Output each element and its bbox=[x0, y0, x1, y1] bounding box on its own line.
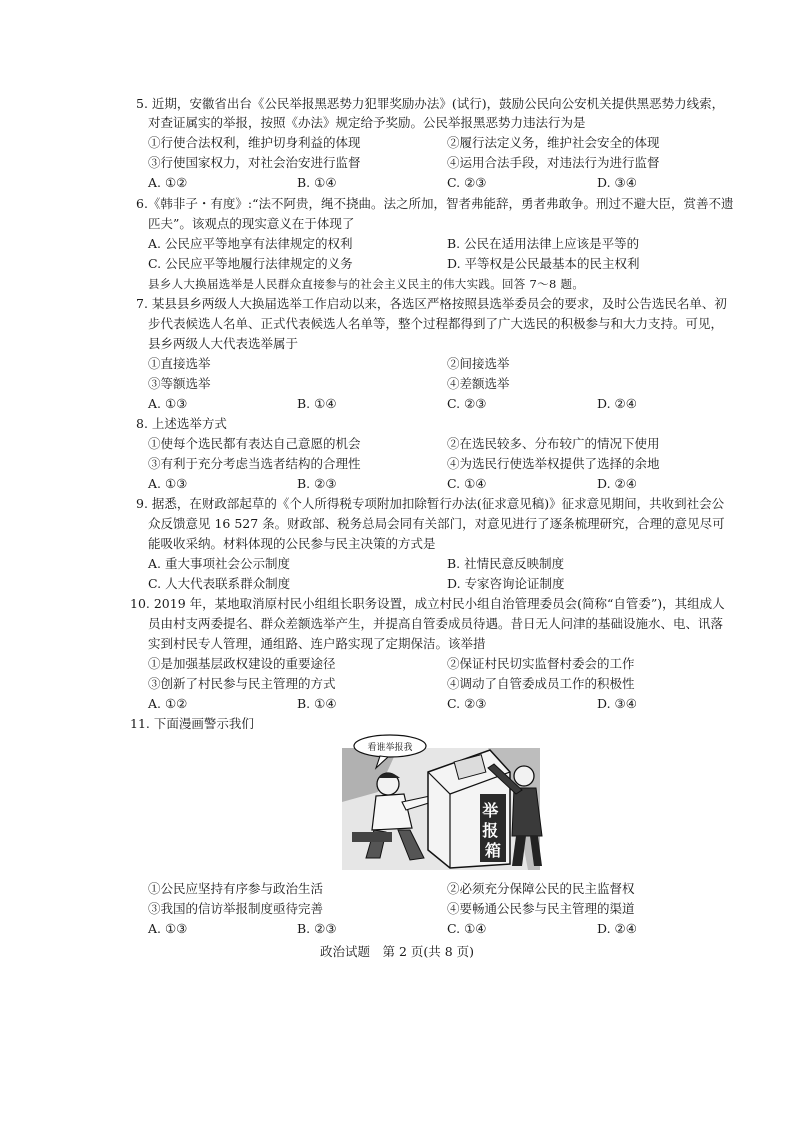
q6-stem-line2: 匹夫”。该观点的现实意义在于体现了 bbox=[148, 216, 355, 231]
q8-option-d: D. ②④ bbox=[597, 476, 637, 491]
q10-option-d: D. ③④ bbox=[597, 696, 637, 711]
q5-statement-2: ②履行法定义务，维护社会安全的体现 bbox=[447, 135, 660, 150]
q7-stem-line1: 7. 某县县乡两级人大换届选举工作启动以来，各选区严格按照县选举委员会的要求，及时公告选民名单、初 bbox=[136, 296, 727, 311]
q5-stem-line2: 对查证属实的举报，按照《办法》规定给予奖励。公民举报黑恶势力违法行为是 bbox=[148, 115, 586, 130]
q11-statement-4: ④要畅通公民参与民主管理的渠道 bbox=[447, 901, 635, 916]
q7-statement-3: ③等额选举 bbox=[148, 376, 211, 391]
q6-option-d: D. 平等权是公民最基本的民主权利 bbox=[447, 256, 640, 271]
q11-option-d: D. ②④ bbox=[597, 921, 637, 936]
q7-option-c: C. ②③ bbox=[447, 396, 487, 411]
q10-stem-line2: 员由村支两委提名、群众差额选举产生，并提高自管委成员待遇。昔日无人问津的基础设施水、电、讯落 bbox=[148, 616, 724, 631]
q8-option-c: C. ①④ bbox=[447, 476, 487, 491]
q8-stem-line1: 8. 上述选举方式 bbox=[136, 416, 227, 431]
q7-stem-line2: 步代表候选人名单、正式代表候选人名单等，整个过程都得到了广大选民的积极参与和大力支持。可见， bbox=[148, 316, 724, 331]
q11-stem-line1: 11. 下面漫画警示我们 bbox=[130, 716, 254, 731]
q10-stem-line1: 10. 2019 年，某地取消原村民小组组长职务设置，成立村民小组自治管理委员会(简称“自管委”)，其组成人 bbox=[130, 596, 725, 611]
box-label-text bbox=[481, 801, 504, 860]
q6-option-a: A. 公民应平等地享有法律规定的权利 bbox=[148, 236, 353, 251]
q7-option-d: D. ②④ bbox=[597, 396, 637, 411]
q9-option-c: C. 人大代表联系群众制度 bbox=[148, 576, 291, 591]
q10-option-b: B. ①④ bbox=[297, 696, 337, 711]
q10-statement-1: ①是加强基层政权建设的重要途径 bbox=[148, 656, 336, 671]
q9-option-a: A. 重大事项社会公示制度 bbox=[148, 556, 290, 571]
q8-statement-2: ②在选民较多、分布较广的情况下使用 bbox=[447, 436, 660, 451]
q11-option-c: C. ①④ bbox=[447, 921, 487, 936]
q10-option-c: C. ②③ bbox=[447, 696, 487, 711]
q8-statement-1: ①使每个选民都有表达自己意愿的机会 bbox=[148, 436, 361, 451]
q5-statement-4: ④运用合法手段，对违法行为进行监督 bbox=[447, 155, 660, 170]
q6-stem-line1: 6.《韩非子・有度》:“法不阿贵，绳不挠曲。法之所加，智者弗能辞，勇者弗敢争。刑过不避大臣，赏善不遗 bbox=[136, 196, 734, 211]
q9-option-d: D. 专家咨询论证制度 bbox=[447, 576, 565, 591]
q10-statement-2: ②保证村民切实监督村委会的工作 bbox=[447, 656, 635, 671]
q10-statement-4: ④调动了自管委成员工作的积极性 bbox=[447, 676, 635, 691]
q6-option-b: B. 公民在适用法律上应该是平等的 bbox=[447, 236, 640, 251]
page-footer: 政治试题 第 2 页(共 8 页) bbox=[319, 944, 475, 959]
q8-option-b: B. ②③ bbox=[297, 476, 337, 491]
q7-option-b: B. ①④ bbox=[297, 396, 337, 411]
q11-statement-2: ②必须充分保障公民的民主监督权 bbox=[447, 881, 635, 896]
q7-statement-1: ①直接选举 bbox=[148, 356, 211, 371]
q5-option-d: D. ③④ bbox=[597, 175, 637, 190]
q7-statement-4: ④差额选举 bbox=[447, 376, 510, 391]
q9-stem-line2: 众反馈意见 16 527 条。财政部、税务总局会同有关部门，对意见进行了逐条梳理研究，合理的意见尽可 bbox=[148, 516, 725, 531]
q5-stem-line1: 5. 近期，安徽省出台《公民举报黑恶势力犯罪奖励办法》(试行)，鼓励公民向公安机关提供黑恶势力线索， bbox=[136, 96, 725, 111]
box-label-char-1: 举 bbox=[482, 801, 499, 820]
q9-stem-line1: 9. 据悉，在财政部起草的《个人所得税专项附加扣除暂行办法(征求意见稿)》征求意见期间，共收到社会公 bbox=[136, 496, 725, 511]
q11-option-a: A. ①③ bbox=[148, 921, 188, 936]
q8-statement-3: ③有利于充分考虑当选者结构的合理性 bbox=[148, 456, 361, 471]
q9-stem-line3: 能吸收采纳。材料体现的公民参与民主决策的方式是 bbox=[148, 536, 436, 551]
q7-stem-line3: 县乡两级人大代表选举属于 bbox=[148, 336, 299, 351]
q11-option-b: B. ②③ bbox=[297, 921, 337, 936]
q6-option-c: C. 公民应平等地履行法律规定的义务 bbox=[148, 256, 353, 271]
q10-statement-3: ③创新了村民参与民主管理的方式 bbox=[148, 676, 336, 691]
q9-option-b: B. 社情民意反映制度 bbox=[447, 556, 565, 571]
q8-statement-4: ④为选民行使选举权提供了选择的余地 bbox=[447, 456, 660, 471]
chair-seat bbox=[352, 832, 392, 842]
standing-man-head bbox=[514, 766, 534, 786]
q11-statement-1: ①公民应坚持有序参与政治生活 bbox=[148, 881, 324, 896]
q7-statement-2: ②间接选举 bbox=[447, 356, 510, 371]
box-label-char-2: 报 bbox=[482, 821, 499, 840]
q7-option-a: A. ①③ bbox=[148, 396, 188, 411]
q5-option-c: C. ②③ bbox=[447, 175, 487, 190]
cartoon-illustration bbox=[338, 732, 544, 872]
q5-option-a: A. ①② bbox=[148, 175, 188, 190]
q10-stem-line3: 实到村民专人管理，通组路、连户路实现了定期保洁。该举措 bbox=[148, 636, 486, 651]
q10-option-a: A. ①② bbox=[148, 696, 188, 711]
q5-statement-3: ③行使国家权力，对社会治安进行监督 bbox=[148, 155, 361, 170]
box-label-char-3: 箱 bbox=[484, 841, 502, 860]
q5-option-b: B. ①④ bbox=[297, 175, 337, 190]
q11-statement-3: ③我国的信访举报制度亟待完善 bbox=[148, 901, 324, 916]
q5-statement-1: ①行使合法权利，维护切身利益的体现 bbox=[148, 135, 361, 150]
q8-option-a: A. ①③ bbox=[148, 476, 188, 491]
q7-8-intro: 县乡人大换届选举是人民群众直接参与的社会主义民主的伟大实践。回答 7～8 题。 bbox=[148, 277, 585, 291]
speech-bubble-text: 看谁举报我 bbox=[367, 743, 413, 753]
